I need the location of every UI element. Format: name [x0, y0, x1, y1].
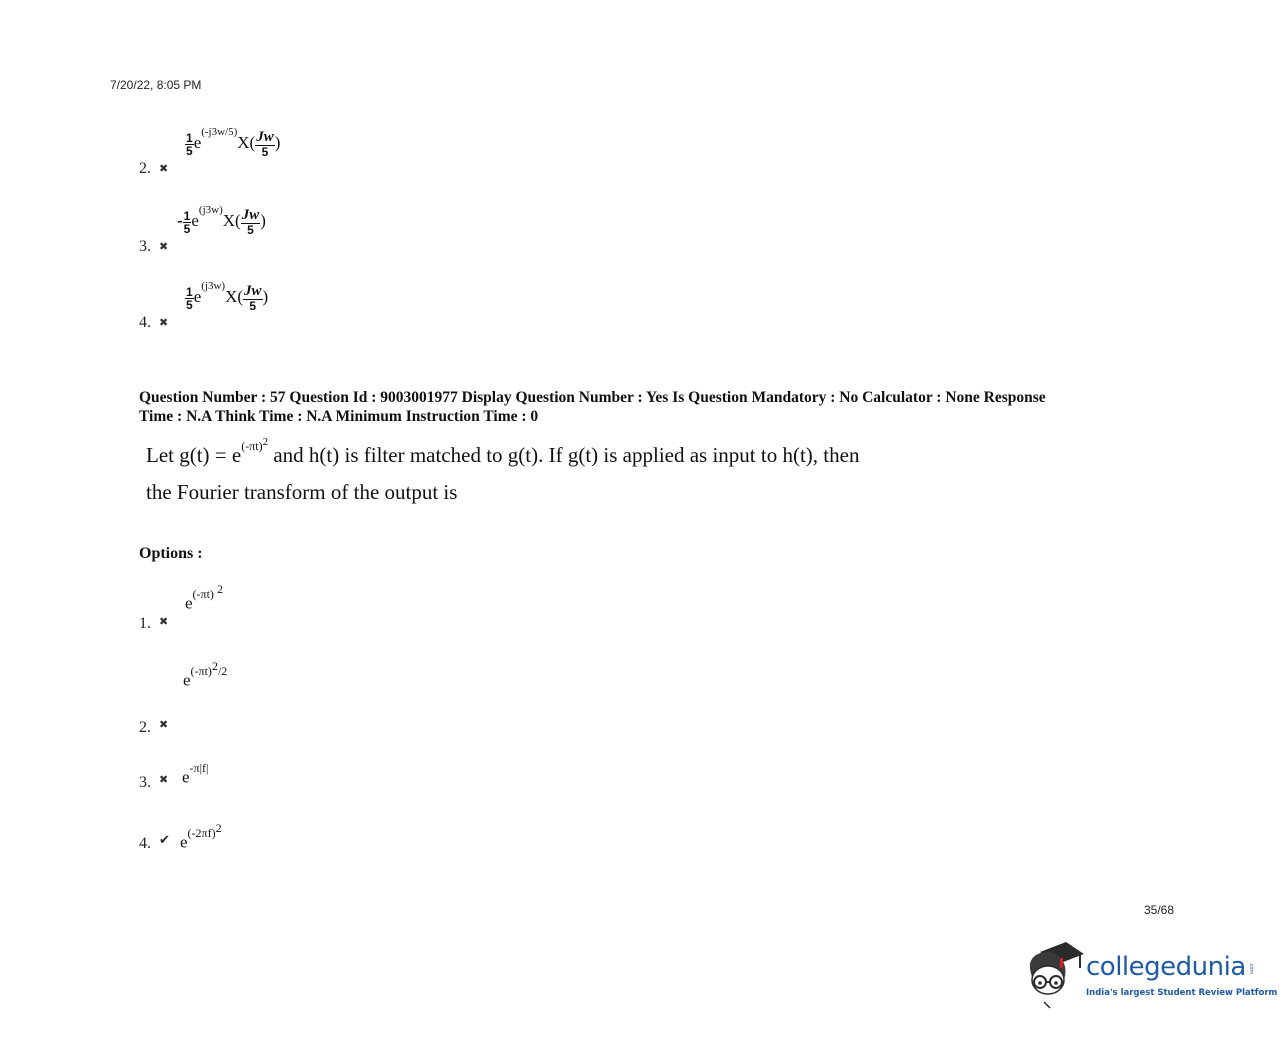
question-text-line1: Let $g(t) = e^{(-\pi t)^2}$ and h(t) is filter matched to g(t). If g(t) is applied as input to h(t), then — [146, 436, 860, 467]
option-4 — [139, 815, 439, 855]
cross-icon: ✖ — [159, 615, 169, 628]
print-timestamp: 7/20/22, 8:05 PM — [110, 78, 202, 92]
logo-suffix: .com — [1248, 962, 1254, 975]
collegedunia-logo — [1022, 938, 1278, 1010]
cross-icon: ✖ — [159, 162, 169, 175]
cross-icon: ✖ — [159, 773, 169, 786]
option-expression: $e^{(-\pi t) ^2}$ — [185, 582, 223, 613]
option-expression: - $\frac{1}{5}$ $e^{(j3w)}X$( $\frac{Jw}{5}$ ) — [177, 204, 266, 237]
option-number: 1. — [139, 615, 151, 632]
option-2 — [139, 655, 439, 735]
option-expression: $e^{-\pi|f|}$ — [182, 761, 209, 787]
option-number: 4. — [139, 314, 151, 331]
option-1 — [139, 580, 439, 640]
option-number: 4. — [139, 835, 151, 852]
option-expression: $e^{(-2\pi f)^2}$ — [180, 821, 222, 852]
option-number: 3. — [139, 774, 151, 791]
mascot-icon — [1022, 938, 1086, 1010]
option-expression: $e^{(-\pi t)^2/2}$ — [183, 659, 228, 690]
question-meta-line2: Time : N.A Think Time : N.A Minimum Instruction Time : 0 — [139, 408, 539, 425]
option-expression: $\frac{1}{5}$ $e^{(j3w)}X$( $\frac{Jw}{5}$ ) — [186, 280, 269, 313]
option-number: 2. — [139, 160, 151, 177]
checkmark-icon: ✔ — [159, 833, 170, 848]
logo-wordmark: collegedunia — [1086, 952, 1246, 982]
question-meta-line1: Question Number : 57 Question Id : 9003001977 Display Question Number : Yes Is Question Mandatory : No Calculator : None Response — [139, 389, 1046, 406]
cross-icon: ✖ — [159, 316, 169, 329]
logo-tagline: India's largest Student Review Platform — [1086, 988, 1278, 998]
question-meta — [139, 388, 1149, 426]
options-label: Options : — [139, 545, 203, 562]
option-number: 3. — [139, 238, 151, 255]
question-text-line2: the Fourier transform of the output is — [146, 480, 458, 504]
page-number: 35/68 — [1144, 903, 1175, 917]
option-expression: $\frac{1}{5}$ $e^{(-j3w/5)}X$( $\frac{Jw}{5}$ ) — [186, 126, 281, 159]
option-3 — [139, 763, 439, 793]
cross-icon: ✖ — [159, 240, 169, 253]
option-number: 2. — [139, 719, 151, 736]
cross-icon: ✖ — [159, 718, 169, 731]
